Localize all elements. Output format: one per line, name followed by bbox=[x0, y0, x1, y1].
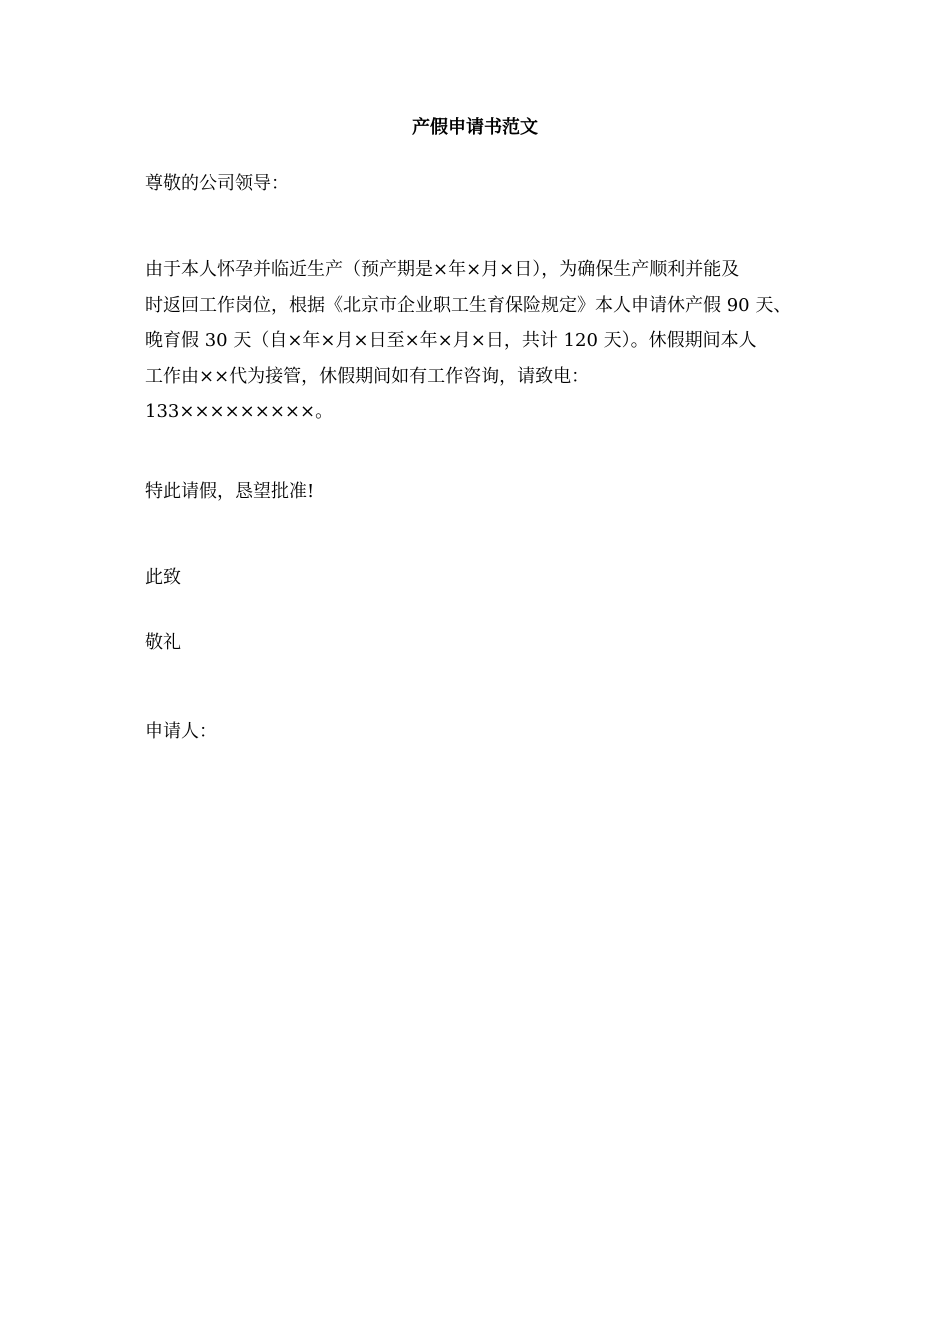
document-title: 产假申请书范文 bbox=[412, 117, 538, 138]
body-line: 晚育假 30 天（自×年×月×日至×年×月×日，共计 120 天）。休假期间本人 bbox=[145, 330, 757, 351]
salutation: 尊敬的公司领导： bbox=[145, 173, 289, 194]
body-paragraph bbox=[145, 258, 805, 436]
body-line: 133×××××××××。 bbox=[145, 401, 334, 422]
body-line: 由于本人怀孕并临近生产（预产期是×年×月×日），为确保生产顺利并能及 bbox=[145, 259, 740, 280]
closing-request: 特此请假，恳望批准! bbox=[145, 481, 315, 502]
closing-jingli: 敬礼 bbox=[145, 632, 181, 653]
body-line: 时返回工作岗位，根据《北京市企业职工生育保险规定》本人申请休产假 90 天、 bbox=[145, 294, 792, 316]
closing-cizhi: 此致 bbox=[145, 567, 181, 588]
body-line: 工作由××代为接管，休假期间如有工作咨询，请致电： bbox=[145, 365, 590, 387]
applicant-label: 申请人： bbox=[145, 721, 217, 742]
